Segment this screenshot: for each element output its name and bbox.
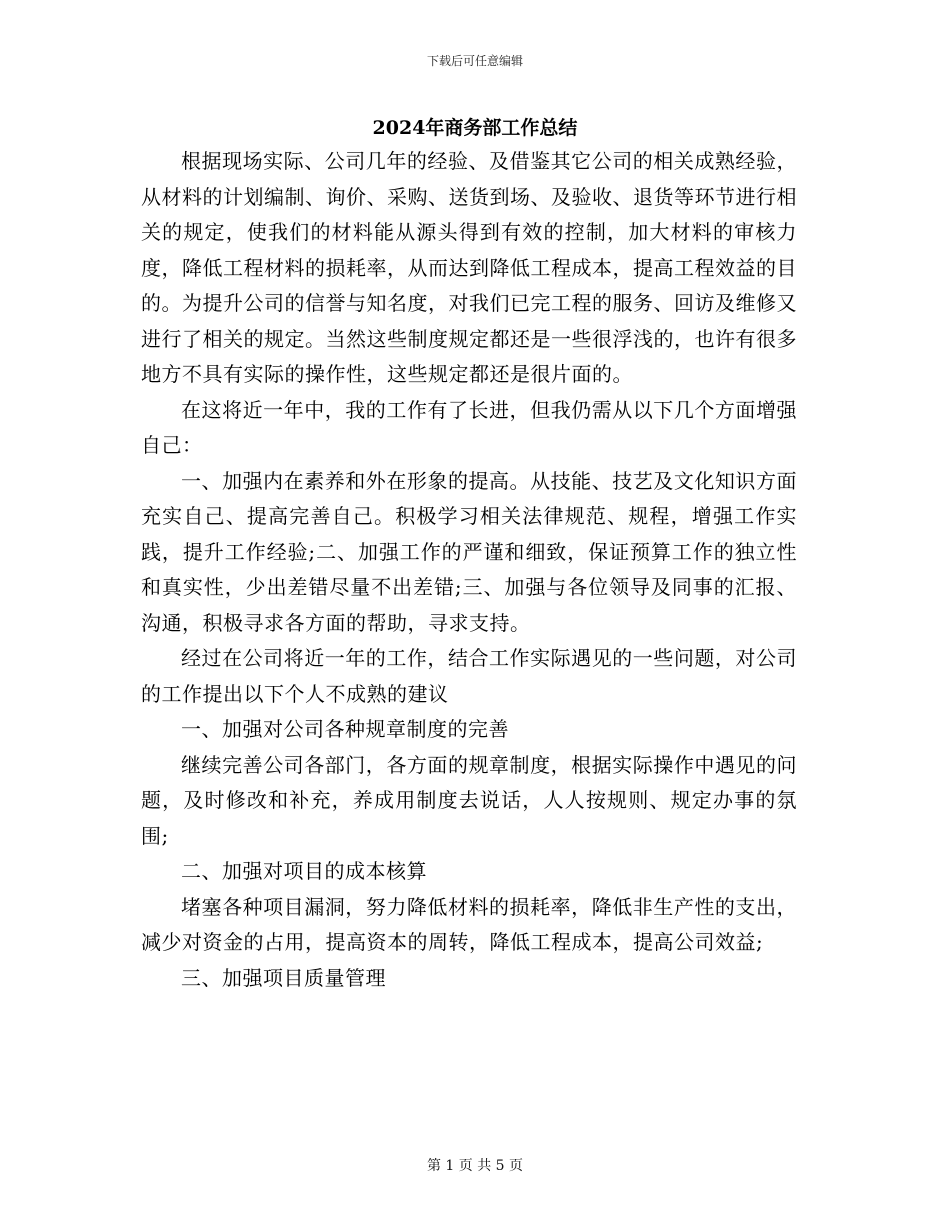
paragraph-rules-improvement: 继续完善公司各部门，各方面的规章制度，根据实际操作中遇见的问题，及时修改和补充，养成用制度去说话，人人按规则、规定办事的氛围; bbox=[141, 752, 797, 848]
paragraph-suggestions-intro: 经过在公司将近一年的工作，结合工作实际遇见的一些问题，对公司的工作提出以下个人不成熟的建议 bbox=[141, 646, 797, 706]
heading-quality-management: 三、加强项目质量管理 bbox=[181, 965, 386, 990]
heading-rules-improvement: 一、加强对公司各种规章制度的完善 bbox=[181, 717, 509, 741]
page-number: 第 1 页 共 5 页 bbox=[426, 1158, 524, 1174]
download-note: 下载后可任意编辑 bbox=[426, 54, 523, 68]
heading-cost-accounting: 二、加强对项目的成本核算 bbox=[181, 859, 427, 883]
paragraph-intro: 根据现场实际、公司几年的经验、及借鉴其它公司的相关成熟经验，从材料的计划编制、询价、采购、送货到场、及验收、退货等环节进行相关的规定，使我们的材料能从源头得到有效的控制，加大材料的审核力度，降低工程材料的损耗率，从而达到降低工程成本，提高工程效益的目的。为提升公司的信誉与知名度，对我们已完工程的服务、回访及维修又进行了相关的规定。当然这些制度规定都还是一些很浮浅的，也许有很多地方不具有实际的操作性，这些规定都还是很片面的。 bbox=[141, 149, 797, 386]
paragraph-cost-accounting: 堵塞各种项目漏洞，努力降低材料的损耗率，降低非生产性的支出，减少对资金的占用，提高资本的周转，降低工程成本，提高公司效益; bbox=[141, 894, 797, 954]
document-body bbox=[141, 144, 797, 996]
paragraph-improvement-items: 一、加强内在素养和外在形象的提高。从技能、技艺及文化知识方面充实自己、提高完善自己。积极学习相关法律规范、规程，增强工作实践，提升工作经验;二、加强工作的严谨和细致，保证预算工作的独立性和真实性，少出差错尽量不出差错;三、加强与各位领导及同事的汇报、沟通，积极寻求各方面的帮助，寻求支持。 bbox=[141, 468, 797, 635]
document-title: 2024年商务部工作总结 bbox=[372, 117, 578, 139]
paragraph-self-improvement: 在这将近一年中，我的工作有了长进，但我仍需从以下几个方面增强自己： bbox=[141, 397, 797, 457]
